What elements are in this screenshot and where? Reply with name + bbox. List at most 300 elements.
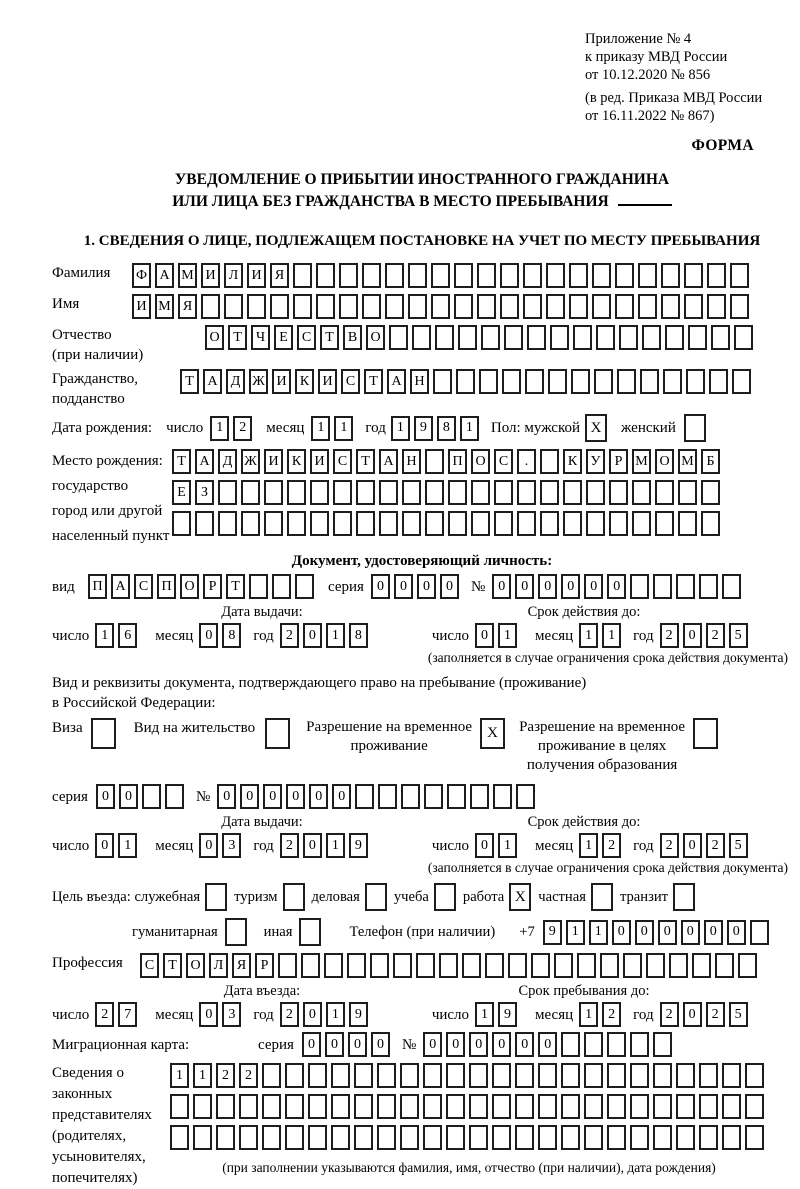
char-cell[interactable] (609, 480, 628, 505)
char-cell[interactable] (688, 325, 707, 350)
char-cell[interactable]: 1 (579, 1002, 598, 1027)
char-cell[interactable] (738, 953, 757, 978)
char-cell[interactable] (224, 294, 243, 319)
char-cell[interactable]: 0 (681, 920, 700, 945)
char-cell[interactable] (356, 511, 375, 536)
char-cell[interactable] (262, 1063, 281, 1088)
char-cell[interactable]: 2 (660, 833, 679, 858)
char-cell[interactable]: 9 (543, 920, 562, 945)
char-cell[interactable]: 0 (446, 1032, 465, 1057)
char-cell[interactable]: 0 (303, 623, 322, 648)
char-cell[interactable] (531, 953, 550, 978)
char-cell[interactable]: Р (203, 574, 222, 599)
char-cell[interactable]: 0 (612, 920, 631, 945)
char-cell[interactable] (538, 1094, 557, 1119)
char-cell[interactable] (278, 953, 297, 978)
char-cell[interactable]: 1 (391, 416, 410, 441)
char-cell[interactable] (563, 480, 582, 505)
char-cell[interactable]: 0 (683, 833, 702, 858)
char-cell[interactable] (216, 1094, 235, 1119)
char-cell[interactable]: Е (274, 325, 293, 350)
doc-number-cells[interactable] (492, 574, 745, 599)
char-cell[interactable]: 0 (332, 784, 351, 809)
char-cell[interactable] (701, 480, 720, 505)
char-cell[interactable]: 1 (498, 623, 517, 648)
char-cell[interactable]: С (341, 369, 360, 394)
permit-valid-day[interactable] (475, 833, 521, 858)
char-cell[interactable] (425, 449, 444, 474)
char-cell[interactable]: 2 (280, 623, 299, 648)
char-cell[interactable] (655, 511, 674, 536)
char-cell[interactable]: 1 (602, 623, 621, 648)
permit-number-cells[interactable] (217, 784, 539, 809)
char-cell[interactable] (239, 1125, 258, 1150)
char-cell[interactable]: 2 (706, 1002, 725, 1027)
char-cell[interactable]: 0 (302, 1032, 321, 1057)
char-cell[interactable] (339, 294, 358, 319)
doc-issue-month[interactable] (199, 623, 245, 648)
char-cell[interactable] (573, 325, 592, 350)
char-cell[interactable] (431, 294, 450, 319)
char-cell[interactable]: 0 (423, 1032, 442, 1057)
char-cell[interactable]: А (155, 263, 174, 288)
char-cell[interactable] (262, 1094, 281, 1119)
char-cell[interactable] (431, 263, 450, 288)
char-cell[interactable] (165, 784, 184, 809)
char-cell[interactable]: 0 (538, 1032, 557, 1057)
char-cell[interactable]: . (517, 449, 536, 474)
char-cell[interactable] (201, 294, 220, 319)
char-cell[interactable] (362, 294, 381, 319)
char-cell[interactable] (715, 953, 734, 978)
char-cell[interactable]: А (203, 369, 222, 394)
char-cell[interactable] (439, 953, 458, 978)
char-cell[interactable]: А (387, 369, 406, 394)
work-checkbox[interactable]: X (509, 883, 531, 911)
char-cell[interactable]: Р (255, 953, 274, 978)
char-cell[interactable]: Т (320, 325, 339, 350)
char-cell[interactable] (550, 325, 569, 350)
char-cell[interactable] (264, 480, 283, 505)
char-cell[interactable] (293, 294, 312, 319)
char-cell[interactable] (425, 511, 444, 536)
residence-permit-checkbox[interactable] (265, 718, 290, 749)
char-cell[interactable] (264, 511, 283, 536)
char-cell[interactable] (354, 1125, 373, 1150)
char-cell[interactable] (504, 325, 523, 350)
char-cell[interactable]: 2 (280, 833, 299, 858)
char-cell[interactable]: П (157, 574, 176, 599)
char-cell[interactable]: И (264, 449, 283, 474)
char-cell[interactable] (448, 480, 467, 505)
char-cell[interactable] (462, 953, 481, 978)
char-cell[interactable]: 0 (303, 833, 322, 858)
char-cell[interactable] (470, 784, 489, 809)
char-cell[interactable] (609, 511, 628, 536)
char-cell[interactable]: 2 (233, 416, 252, 441)
char-cell[interactable] (548, 369, 567, 394)
char-cell[interactable] (385, 294, 404, 319)
char-cell[interactable]: 6 (118, 623, 137, 648)
char-cell[interactable]: Д (218, 449, 237, 474)
char-cell[interactable] (454, 263, 473, 288)
entry-year[interactable] (280, 1002, 372, 1027)
char-cell[interactable] (523, 294, 542, 319)
char-cell[interactable] (707, 263, 726, 288)
char-cell[interactable] (241, 511, 260, 536)
char-cell[interactable]: О (471, 449, 490, 474)
char-cell[interactable]: 0 (475, 623, 494, 648)
char-cell[interactable] (308, 1125, 327, 1150)
representatives-cells-row3[interactable] (170, 1125, 768, 1150)
char-cell[interactable] (385, 263, 404, 288)
humanitarian-checkbox[interactable] (225, 918, 247, 946)
char-cell[interactable] (607, 1032, 626, 1057)
char-cell[interactable] (561, 1063, 580, 1088)
char-cell[interactable]: 2 (95, 1002, 114, 1027)
other-checkbox[interactable] (299, 918, 321, 946)
char-cell[interactable] (508, 953, 527, 978)
temp-residence-checkbox[interactable]: X (480, 718, 505, 749)
char-cell[interactable]: 1 (193, 1063, 212, 1088)
char-cell[interactable]: 0 (325, 1032, 344, 1057)
char-cell[interactable] (469, 1125, 488, 1150)
char-cell[interactable] (331, 1094, 350, 1119)
char-cell[interactable] (630, 1063, 649, 1088)
char-cell[interactable] (711, 325, 730, 350)
female-checkbox[interactable] (684, 414, 706, 442)
char-cell[interactable] (402, 511, 421, 536)
birth-month-cells[interactable] (311, 416, 357, 441)
char-cell[interactable] (331, 1125, 350, 1150)
char-cell[interactable]: 0 (309, 784, 328, 809)
char-cell[interactable]: И (310, 449, 329, 474)
char-cell[interactable]: Р (609, 449, 628, 474)
char-cell[interactable] (433, 369, 452, 394)
char-cell[interactable] (270, 294, 289, 319)
char-cell[interactable]: И (247, 263, 266, 288)
stay-month[interactable] (579, 1002, 625, 1027)
char-cell[interactable] (745, 1094, 764, 1119)
char-cell[interactable] (479, 369, 498, 394)
char-cell[interactable]: 2 (216, 1063, 235, 1088)
char-cell[interactable]: Т (228, 325, 247, 350)
birth-day-cells[interactable] (210, 416, 256, 441)
char-cell[interactable] (540, 511, 559, 536)
entry-day[interactable] (95, 1002, 141, 1027)
char-cell[interactable]: 5 (729, 1002, 748, 1027)
char-cell[interactable] (316, 294, 335, 319)
char-cell[interactable] (617, 369, 636, 394)
char-cell[interactable]: 0 (417, 574, 436, 599)
doc-type-cells[interactable] (88, 574, 318, 599)
char-cell[interactable]: 8 (437, 416, 456, 441)
char-cell[interactable] (586, 480, 605, 505)
char-cell[interactable] (249, 574, 268, 599)
char-cell[interactable]: 2 (602, 1002, 621, 1027)
char-cell[interactable]: 8 (349, 623, 368, 648)
char-cell[interactable]: С (494, 449, 513, 474)
char-cell[interactable]: А (111, 574, 130, 599)
char-cell[interactable] (730, 263, 749, 288)
permit-issue-year[interactable] (280, 833, 372, 858)
entry-month[interactable] (199, 1002, 245, 1027)
char-cell[interactable]: 2 (706, 833, 725, 858)
char-cell[interactable] (193, 1094, 212, 1119)
char-cell[interactable] (446, 1125, 465, 1150)
char-cell[interactable] (393, 953, 412, 978)
char-cell[interactable]: 1 (475, 1002, 494, 1027)
permit-valid-month[interactable] (579, 833, 625, 858)
char-cell[interactable]: Т (226, 574, 245, 599)
char-cell[interactable] (554, 953, 573, 978)
char-cell[interactable] (287, 511, 306, 536)
business-checkbox[interactable] (365, 883, 387, 911)
permit-valid-year[interactable] (660, 833, 752, 858)
char-cell[interactable] (500, 294, 519, 319)
char-cell[interactable]: 2 (602, 833, 621, 858)
char-cell[interactable] (722, 1125, 741, 1150)
char-cell[interactable]: 0 (263, 784, 282, 809)
char-cell[interactable] (516, 784, 535, 809)
char-cell[interactable] (515, 1125, 534, 1150)
char-cell[interactable] (458, 325, 477, 350)
char-cell[interactable] (435, 325, 454, 350)
char-cell[interactable]: О (655, 449, 674, 474)
char-cell[interactable]: Т (172, 449, 191, 474)
private-checkbox[interactable] (591, 883, 613, 911)
char-cell[interactable]: М (632, 449, 651, 474)
char-cell[interactable] (310, 480, 329, 505)
char-cell[interactable] (272, 574, 291, 599)
char-cell[interactable] (425, 480, 444, 505)
char-cell[interactable] (707, 294, 726, 319)
char-cell[interactable] (632, 480, 651, 505)
char-cell[interactable] (538, 1063, 557, 1088)
permit-issue-day[interactable] (95, 833, 141, 858)
char-cell[interactable] (172, 511, 191, 536)
male-checkbox[interactable]: X (585, 414, 607, 442)
birth-place-cells-row1[interactable] (172, 449, 724, 474)
char-cell[interactable] (665, 325, 684, 350)
char-cell[interactable]: 0 (515, 574, 534, 599)
char-cell[interactable] (262, 1125, 281, 1150)
patronymic-cells[interactable] (205, 325, 757, 350)
char-cell[interactable] (655, 480, 674, 505)
char-cell[interactable] (653, 1063, 672, 1088)
char-cell[interactable] (600, 953, 619, 978)
stay-day[interactable] (475, 1002, 521, 1027)
birth-place-cells-row3[interactable] (172, 511, 724, 536)
char-cell[interactable]: Н (402, 449, 421, 474)
char-cell[interactable]: 0 (475, 833, 494, 858)
char-cell[interactable] (347, 953, 366, 978)
char-cell[interactable] (423, 1094, 442, 1119)
char-cell[interactable] (400, 1125, 419, 1150)
char-cell[interactable]: 0 (199, 833, 218, 858)
char-cell[interactable] (446, 1063, 465, 1088)
char-cell[interactable]: С (297, 325, 316, 350)
char-cell[interactable] (569, 294, 588, 319)
char-cell[interactable] (408, 263, 427, 288)
char-cell[interactable] (750, 920, 769, 945)
char-cell[interactable]: 1 (326, 833, 345, 858)
char-cell[interactable] (669, 953, 688, 978)
char-cell[interactable] (584, 1094, 603, 1119)
char-cell[interactable] (525, 369, 544, 394)
char-cell[interactable]: О (186, 953, 205, 978)
char-cell[interactable] (401, 784, 420, 809)
char-cell[interactable]: 0 (119, 784, 138, 809)
birth-place-cells-row2[interactable] (172, 480, 724, 505)
char-cell[interactable]: 0 (394, 574, 413, 599)
char-cell[interactable] (686, 369, 705, 394)
char-cell[interactable]: Н (410, 369, 429, 394)
char-cell[interactable] (339, 263, 358, 288)
char-cell[interactable]: 0 (683, 623, 702, 648)
char-cell[interactable]: 0 (199, 1002, 218, 1027)
char-cell[interactable] (170, 1125, 189, 1150)
char-cell[interactable] (477, 263, 496, 288)
char-cell[interactable]: 2 (706, 623, 725, 648)
char-cell[interactable] (623, 953, 642, 978)
char-cell[interactable]: К (563, 449, 582, 474)
char-cell[interactable]: 2 (660, 623, 679, 648)
char-cell[interactable]: 0 (538, 574, 557, 599)
char-cell[interactable] (676, 574, 695, 599)
char-cell[interactable]: М (178, 263, 197, 288)
char-cell[interactable]: М (678, 449, 697, 474)
char-cell[interactable]: 0 (607, 574, 626, 599)
char-cell[interactable]: Т (364, 369, 383, 394)
char-cell[interactable] (446, 1094, 465, 1119)
char-cell[interactable]: О (205, 325, 224, 350)
char-cell[interactable]: 1 (326, 623, 345, 648)
char-cell[interactable]: Д (226, 369, 245, 394)
char-cell[interactable]: 0 (96, 784, 115, 809)
char-cell[interactable]: В (343, 325, 362, 350)
char-cell[interactable]: 1 (170, 1063, 189, 1088)
char-cell[interactable]: 1 (589, 920, 608, 945)
char-cell[interactable] (195, 511, 214, 536)
doc-valid-day[interactable] (475, 623, 521, 648)
char-cell[interactable]: Т (356, 449, 375, 474)
char-cell[interactable]: М (155, 294, 174, 319)
char-cell[interactable] (142, 784, 161, 809)
char-cell[interactable]: 1 (210, 416, 229, 441)
char-cell[interactable]: Т (180, 369, 199, 394)
char-cell[interactable] (218, 480, 237, 505)
char-cell[interactable] (485, 953, 504, 978)
char-cell[interactable] (492, 1094, 511, 1119)
char-cell[interactable] (500, 263, 519, 288)
char-cell[interactable] (362, 263, 381, 288)
char-cell[interactable] (607, 1125, 626, 1150)
doc-issue-day[interactable] (95, 623, 141, 648)
char-cell[interactable] (684, 294, 703, 319)
char-cell[interactable]: У (586, 449, 605, 474)
char-cell[interactable]: З (195, 480, 214, 505)
char-cell[interactable] (732, 369, 751, 394)
char-cell[interactable] (692, 953, 711, 978)
char-cell[interactable] (661, 263, 680, 288)
char-cell[interactable] (287, 480, 306, 505)
char-cell[interactable] (653, 1125, 672, 1150)
char-cell[interactable] (676, 1063, 695, 1088)
doc-series-cells[interactable] (371, 574, 463, 599)
char-cell[interactable] (493, 784, 512, 809)
char-cell[interactable] (607, 1094, 626, 1119)
migration-series-cells[interactable] (302, 1032, 394, 1057)
char-cell[interactable]: О (366, 325, 385, 350)
char-cell[interactable] (615, 263, 634, 288)
char-cell[interactable]: Я (232, 953, 251, 978)
char-cell[interactable] (515, 1063, 534, 1088)
char-cell[interactable] (193, 1125, 212, 1150)
char-cell[interactable] (638, 294, 657, 319)
char-cell[interactable] (594, 369, 613, 394)
char-cell[interactable]: 9 (349, 1002, 368, 1027)
char-cell[interactable]: 3 (222, 1002, 241, 1027)
char-cell[interactable] (247, 294, 266, 319)
char-cell[interactable] (722, 1094, 741, 1119)
char-cell[interactable]: Л (209, 953, 228, 978)
char-cell[interactable] (630, 1094, 649, 1119)
char-cell[interactable] (730, 294, 749, 319)
char-cell[interactable] (416, 953, 435, 978)
representatives-cells-row2[interactable] (170, 1094, 768, 1119)
char-cell[interactable]: П (88, 574, 107, 599)
char-cell[interactable] (471, 511, 490, 536)
char-cell[interactable] (424, 784, 443, 809)
char-cell[interactable]: С (140, 953, 159, 978)
char-cell[interactable] (492, 1125, 511, 1150)
char-cell[interactable] (615, 294, 634, 319)
char-cell[interactable] (408, 294, 427, 319)
char-cell[interactable]: 0 (469, 1032, 488, 1057)
char-cell[interactable] (469, 1063, 488, 1088)
char-cell[interactable] (378, 784, 397, 809)
official-checkbox[interactable] (205, 883, 227, 911)
char-cell[interactable] (699, 1094, 718, 1119)
char-cell[interactable]: 0 (492, 574, 511, 599)
char-cell[interactable] (477, 294, 496, 319)
char-cell[interactable]: 5 (729, 833, 748, 858)
char-cell[interactable]: 0 (658, 920, 677, 945)
char-cell[interactable] (517, 480, 536, 505)
char-cell[interactable] (596, 325, 615, 350)
char-cell[interactable]: С (134, 574, 153, 599)
char-cell[interactable]: Т (163, 953, 182, 978)
char-cell[interactable] (607, 1063, 626, 1088)
char-cell[interactable]: К (295, 369, 314, 394)
char-cell[interactable] (638, 263, 657, 288)
char-cell[interactable]: 0 (440, 574, 459, 599)
char-cell[interactable] (584, 1063, 603, 1088)
char-cell[interactable]: 0 (348, 1032, 367, 1057)
char-cell[interactable]: 1 (579, 833, 598, 858)
char-cell[interactable] (678, 511, 697, 536)
char-cell[interactable] (354, 1094, 373, 1119)
char-cell[interactable] (517, 511, 536, 536)
char-cell[interactable]: 5 (729, 623, 748, 648)
char-cell[interactable] (356, 480, 375, 505)
char-cell[interactable]: А (195, 449, 214, 474)
char-cell[interactable] (676, 1125, 695, 1150)
char-cell[interactable] (586, 511, 605, 536)
char-cell[interactable] (301, 953, 320, 978)
char-cell[interactable] (400, 1063, 419, 1088)
